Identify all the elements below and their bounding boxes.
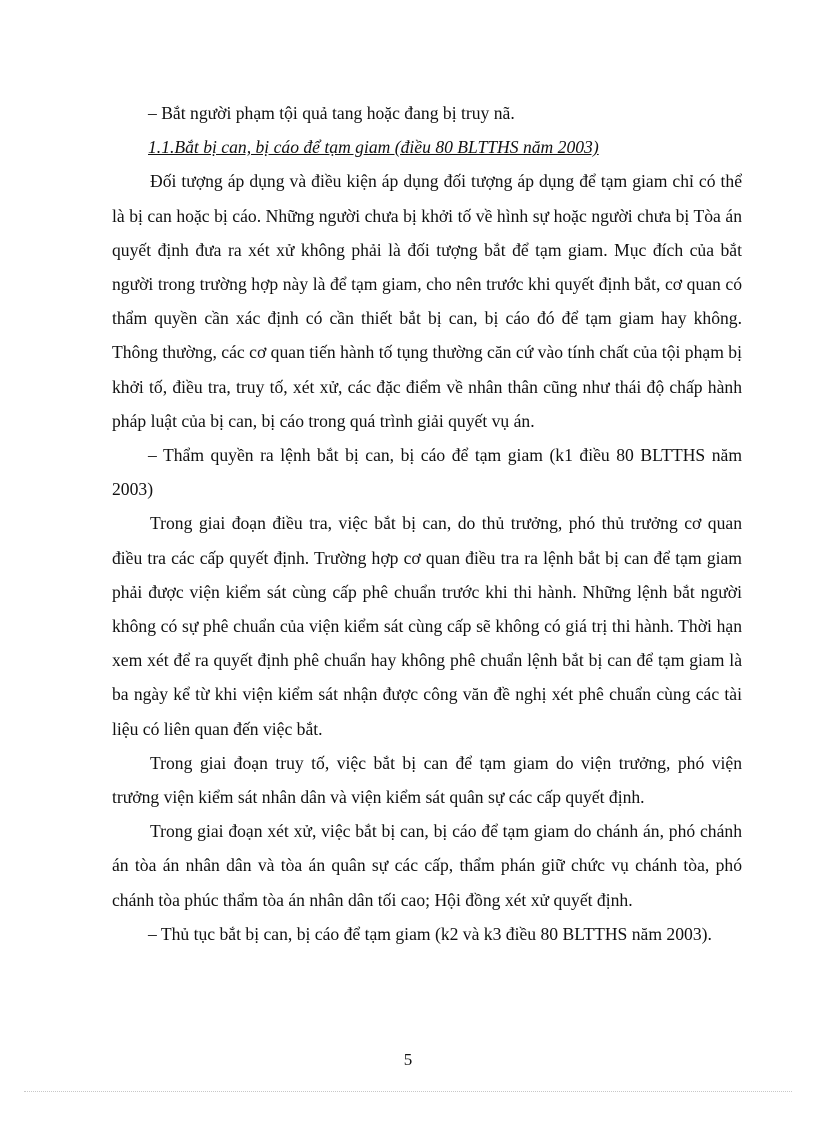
list-item-procedure: – Thủ tục bắt bị can, bị cáo để tạm giam (k2 và k3 điều 80 BLTTHS năm 2003). [148,923,712,944]
section-heading: 1.1.Bắt bị can, bị cáo để tạm giam (điều 80 BLTTHS năm 2003) [148,137,599,158]
page-number: 5 [403,1050,413,1069]
list-item-authority: – Thẩm quyền ra lệnh bắt bị can, bị cáo để tạm giam (k1 điều 80 BLTTHS năm 2003) [112,445,742,500]
footer-divider [24,1091,792,1092]
document-body [112,96,742,951]
list-item-caught-in-act: – Bắt người phạm tội quả tang hoặc đang bị truy nã. [148,103,515,123]
paragraph-subjects: Đối tượng áp dụng và điều kiện áp dụng đối tượng áp dụng để tạm giam chỉ có thể là bị can hoặc bị cáo. Những người chưa bị khởi tố về hình sự hoặc người chưa bị Tòa án quyết định đưa ra xét xử không phải là đối tượng bắt để tạm giam. Mục đích của bắt người trong trường hợp này là để tạm giam, cho nên trước khi quyết định bắt, cơ quan có thẩm quyền cần xác định có cần thiết bắt bị can, bị cáo đó để tạm giam hay không. Thông thường, các cơ quan tiến hành tố tụng thường căn cứ vào tính chất của tội phạm bị khởi tố, điều tra, truy tố, xét xử, các đặc điểm về nhân thân cũng như thái độ chấp hành pháp luật của bị can, bị cáo trong quá trình giải quyết vụ án. [112,171,742,431]
paragraph-investigation-stage: Trong giai đoạn điều tra, việc bắt bị can, do thủ trưởng, phó thủ trưởng cơ quan điều tra các cấp quyết định. Trường hợp cơ quan điều tra ra lệnh bắt bị can để tạm giam phải được viện kiểm sát cùng cấp phê chuẩn trước khi thi hành. Những lệnh bắt người không có sự phê chuẩn của viện kiểm sát cùng cấp sẽ không có giá trị thi hành. Thời hạn xem xét để ra quyết định phê chuẩn hay không phê chuẩn lệnh bắt bị can để tạm giam là ba ngày kể từ khi viện kiểm sát nhận được công văn đề nghị xét phê chuẩn cùng các tài liệu có liên quan đến việc bắt. [112,513,742,739]
paragraph-prosecution-stage: Trong giai đoạn truy tố, việc bắt bị can để tạm giam do viện trưởng, phó viện trưởng viện kiểm sát nhân dân và viện kiểm sát quân sự các cấp quyết định. [112,752,742,808]
paragraph-trial-stage: Trong giai đoạn xét xử, việc bắt bị can, bị cáo để tạm giam do chánh án, phó chánh án tòa án nhân dân và tòa án quân sự các cấp, thẩm phán giữ chức vụ chánh tòa, phó chánh tòa phúc thẩm tòa án nhân dân tối cao; Hội đồng xét xử quyết định. [112,821,742,910]
